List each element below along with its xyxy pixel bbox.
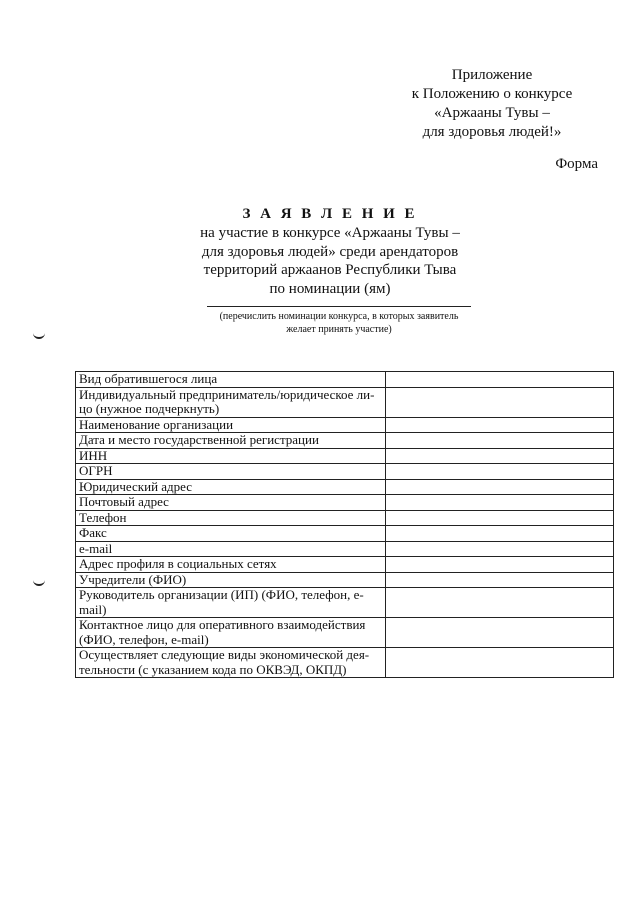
table-row [76,387,614,417]
table-row [76,433,614,449]
subtitle-line: по номинации (ям) [269,280,391,297]
field-label: Факс [76,526,386,542]
field-label: Индивидуальный предприниматель/юридическое ли- цо (нужное подчеркнуть) [76,387,386,417]
margin-mark [33,332,45,339]
field-label: Юридический адрес [76,479,386,495]
margin-mark [33,579,45,586]
field-label: Адрес профиля в социальных сетях [76,557,386,573]
appendix-line: к Положению о конкурсе [411,86,573,102]
field-value-cell[interactable] [386,372,614,388]
table-row [76,448,614,464]
field-label: e-mail [76,541,386,557]
table-row [76,372,614,388]
document-subtitle [180,224,480,298]
caption-line: (перечислить номинации конкурса, в которых заявитель [219,311,459,322]
table-row [76,417,614,433]
field-label: Руководитель организации (ИП) (ФИО, телефон, e- mail) [76,588,386,618]
document-title: З А Я В Л Е Н И Е [242,206,418,222]
table-row [76,479,614,495]
field-value-cell[interactable] [386,448,614,464]
subtitle-line: территорий аржаанов Республики Тыва [203,262,457,278]
table-row [76,526,614,542]
field-label: Осуществляет следующие виды экономической дея- тельности (с указанием кода по ОКВЭД, ОКПД) [76,648,386,678]
field-value-cell[interactable] [386,541,614,557]
appendix-line: для здоровья людей!» [422,124,562,140]
subtitle-line: для здоровья людей» среди арендаторов [201,243,459,260]
table-row [76,495,614,511]
field-value-cell[interactable] [386,387,614,417]
field-value-cell[interactable] [386,433,614,449]
caption-line: желает принять участие) [286,324,392,335]
field-value-cell[interactable] [386,588,614,618]
table-row [76,464,614,480]
field-label: Контактное лицо для оперативного взаимодействия (ФИО, телефон, e-mail) [76,618,386,648]
field-label: Почтовый адрес [76,495,386,511]
field-label: Дата и место государственной регистрации [76,433,386,449]
table-row [76,541,614,557]
table-row [76,557,614,573]
field-label: Вид обратившегося лица [76,372,386,388]
table-row [76,648,614,678]
field-label: Наименование организации [76,417,386,433]
field-value-cell[interactable] [386,510,614,526]
field-value-cell[interactable] [386,648,614,678]
field-label: ОГРН [76,464,386,480]
field-value-cell[interactable] [386,495,614,511]
field-value-cell[interactable] [386,572,614,588]
nomination-fill-line[interactable] [207,306,471,307]
table-row [76,510,614,526]
application-form-table [75,371,614,678]
table-row [76,588,614,618]
field-value-cell[interactable] [386,618,614,648]
field-value-cell[interactable] [386,526,614,542]
field-label: Учредители (ФИО) [76,572,386,588]
appendix-line: «Аржааны Тувы – [434,105,550,121]
field-label: ИНН [76,448,386,464]
subtitle-line: на участие в конкурсе «Аржааны Тувы – [200,225,460,241]
nomination-caption [195,310,483,336]
field-value-cell[interactable] [386,417,614,433]
appendix-header [380,66,604,142]
field-value-cell[interactable] [386,557,614,573]
field-label: Телефон [76,510,386,526]
table-row [76,572,614,588]
table-row [76,618,614,648]
field-value-cell[interactable] [386,479,614,495]
field-value-cell[interactable] [386,464,614,480]
appendix-line: Приложение [451,67,533,83]
form-label: Форма [555,156,598,172]
